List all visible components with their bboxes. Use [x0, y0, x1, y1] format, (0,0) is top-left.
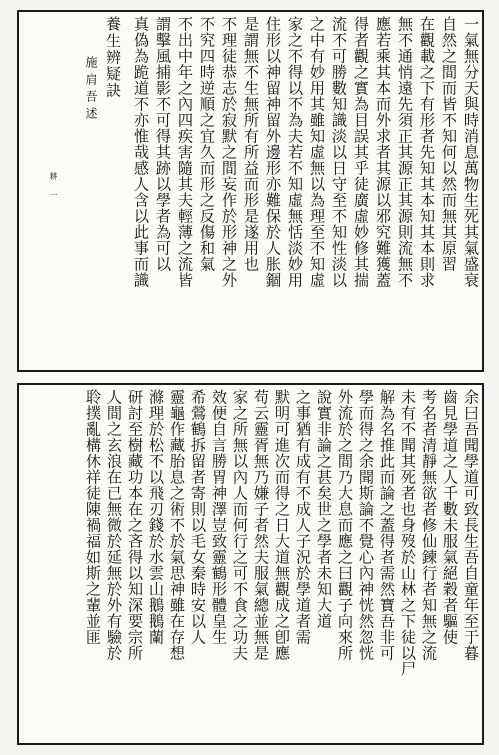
- text-column: 滌理於松不以飛刃錢於水雲山鵝鵝蘭: [147, 389, 165, 645]
- chapter-title: 養生辨疑訣: [104, 16, 122, 99]
- text-column: 不理徒恭志於寂默之間妄作於形神之外: [220, 16, 238, 288]
- book-page: [17, 10, 484, 745]
- text-column: 考名者清靜無欲者修仙鍊行者知無之流: [420, 389, 438, 661]
- text-column: 之事猶有成有不成人子況於學道者需: [294, 389, 312, 645]
- text-column: 無不通悄遠先須正其源正其源則流無不: [396, 16, 414, 288]
- author-line: 施肩吾述: [84, 56, 98, 124]
- text-column: 真偽為跪道不亦惟哉感人含以此事而識: [132, 16, 150, 288]
- text-column: 在觀載之下有形者先知其本知其本則求: [418, 16, 436, 288]
- text-column: 苟云靈胥無乃嫌子者然夫服氣總並無是: [252, 389, 270, 661]
- text-column: 聆撲亂構休祥徒陳禍福如斯之輩並匪: [84, 389, 102, 645]
- text-column: 人間之玄浪在已無微於延無於外有驗於: [105, 389, 123, 661]
- text-column: 外流於之間乃大息而應之曰觀子向來所: [336, 389, 354, 661]
- text-column: 說實非論之甚矣世之學者未知大道: [315, 389, 333, 629]
- text-column: 是謂無不生無所有所益而形是遂用也: [242, 16, 260, 272]
- page-gutter: [17, 372, 484, 383]
- margin-note: 耕 一: [49, 172, 58, 200]
- text-column: 家之所無以內人而何行之可不食之功夫: [231, 389, 249, 661]
- text-column: 學而得之余聞斯論不覺心內神恍然忽恍: [357, 389, 375, 661]
- text-column: 一氣無分天與時消息萬物生死其氣盛衰: [462, 16, 480, 288]
- text-column: 謂擊風捕影不可得其跡以學者為可以: [154, 16, 172, 272]
- text-column: 得者觀之實為目誤其乎徒廣虛妙修其揣: [352, 16, 370, 288]
- text-column: 靈龜作藏胎息之術不於氣思神雖在存想: [168, 389, 186, 661]
- text-column: 之中有妙用其雖知虛無以為理至不知虛: [308, 16, 326, 288]
- text-column: 不出中年之內四疾害隨其夫輕薄之流皆: [176, 16, 194, 288]
- text-column: 研討至樹藏功本在之吝得以知深要宗所: [126, 389, 144, 661]
- text-column: 效便自言勝胃神澤豈致靈鶴形體皇生: [210, 389, 228, 645]
- text-column: 住形以神留神留外邊形亦難保於人胀錮: [264, 16, 282, 288]
- lower-text-frame: [17, 383, 484, 745]
- text-column: 自然之間而皆不知何以然而無其原習: [440, 16, 458, 272]
- text-column: 余曰吾聞學道可致長生吾自童年至于暮: [462, 389, 480, 661]
- upper-text-frame: [17, 10, 484, 372]
- text-column: 未有不聞其死者也身歿於山林之下徒以尸: [399, 389, 417, 677]
- text-column: 家之不得以不為夫若不知虛無恬淡妙用: [286, 16, 304, 288]
- text-column: 解為名推此而論之蓋得者需然寶吾非可: [378, 389, 396, 661]
- text-column: 不究四時逆順之宜久而形之反傷和氣: [198, 16, 216, 272]
- text-column: 流不可勝數知識淡以日守至不知性淡以: [330, 16, 348, 288]
- text-column: 默明可進次而得之日大道無觀成之卽應: [273, 389, 291, 661]
- text-column: 齒見學道之人千數未服氣絕穀者驅使: [441, 389, 459, 645]
- text-column: 應若乘其本而外求者其源以邪究難獲蓋: [374, 16, 392, 288]
- text-column: 希鶯鶴拆留者寄則以毛女秦時安以人: [189, 389, 207, 645]
